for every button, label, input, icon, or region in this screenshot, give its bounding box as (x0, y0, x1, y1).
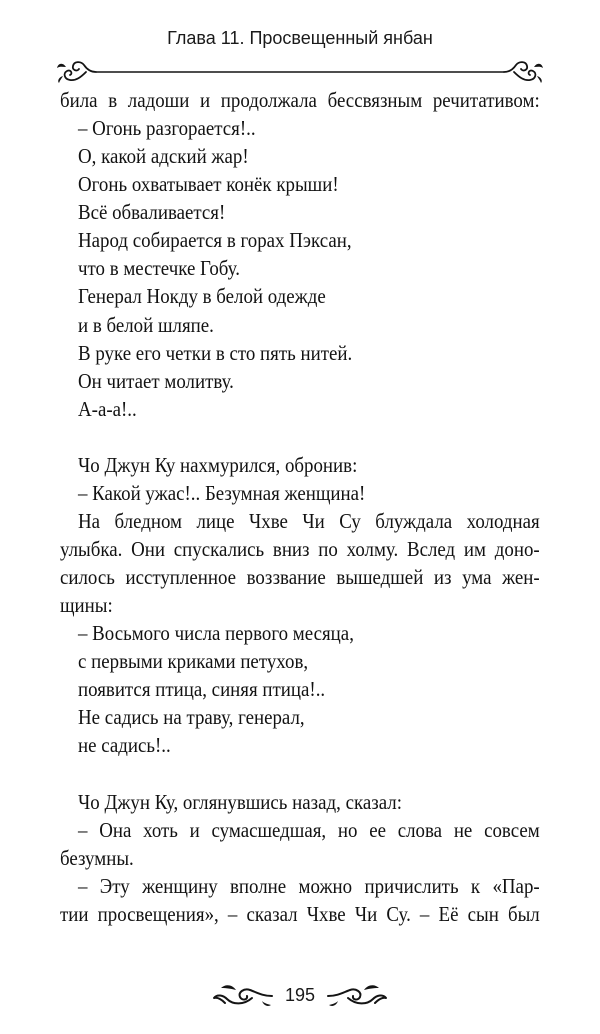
text-line: силось исступленное воззвание вышедшей из ума жен- (60, 565, 540, 590)
text-line: Огонь охватывает конёк крыши! (78, 172, 339, 197)
text-line: не садись!.. (78, 733, 171, 758)
text-line: безумны. (60, 845, 134, 870)
text-line: появится птица, синяя птица!.. (78, 677, 326, 702)
text-line: тии просвещения», – сказал Чхве Чи Су. – Её сын был (60, 901, 540, 926)
text-line: На бледном лице Чхве Чи Су блуждала холодная (78, 508, 540, 533)
text-line: с первыми криками петухов, (78, 649, 309, 674)
text-line: А-а-а!.. (78, 396, 137, 421)
text-line: щины: (60, 593, 113, 618)
left-ornament-icon (57, 62, 96, 83)
text-line: – Восьмого числа первого месяца, (78, 621, 354, 646)
header-ornament-rule (0, 56, 600, 88)
chapter-title: Глава 11. Просвещенный янбан (167, 28, 433, 48)
text-line: – Она хоть и сумасшедшая, но ее слова не совсем (78, 817, 540, 842)
text-line: Он читает молитву. (78, 368, 234, 393)
text-line: О, какой адский жар! (78, 144, 249, 169)
paragraph-gap (60, 760, 540, 788)
text-line: била в ладоши и продолжала бессвязным речитативом: (60, 88, 540, 112)
text-line: – Эту женщину вполне можно причислить к «Пар- (78, 873, 540, 898)
text-line: Не садись на траву, генерал, (78, 705, 305, 730)
text-line: и в белой шляпе. (78, 312, 214, 337)
text-line: В руке его четки в сто пять нитей. (78, 340, 353, 365)
text-line: Чо Джун Ку нахмурился, обронив: (78, 452, 358, 477)
right-footer-ornament-icon (328, 985, 386, 1006)
page-number: 195 (284, 985, 316, 1005)
paragraph-gap (60, 423, 540, 451)
text-line: Чо Джун Ку, оглянувшись назад, сказал: (78, 789, 402, 814)
text-line: улыбка. Они спускались вниз по холму. Вслед им доно- (60, 537, 540, 561)
text-line: Народ собирается в горах Пэксан, (78, 228, 352, 253)
left-footer-ornament-icon (214, 985, 272, 1006)
text-line: – Огонь разгорается!.. (78, 116, 256, 141)
text-line: Всё обваливается! (78, 200, 226, 225)
text-line: – Какой ужас!.. Безумная женщина! (78, 480, 366, 505)
right-ornament-icon (504, 62, 543, 83)
body-text (60, 86, 540, 928)
text-line: что в местечке Гобу. (78, 256, 240, 281)
text-line: Генерал Нокду в белой одежде (78, 284, 326, 309)
